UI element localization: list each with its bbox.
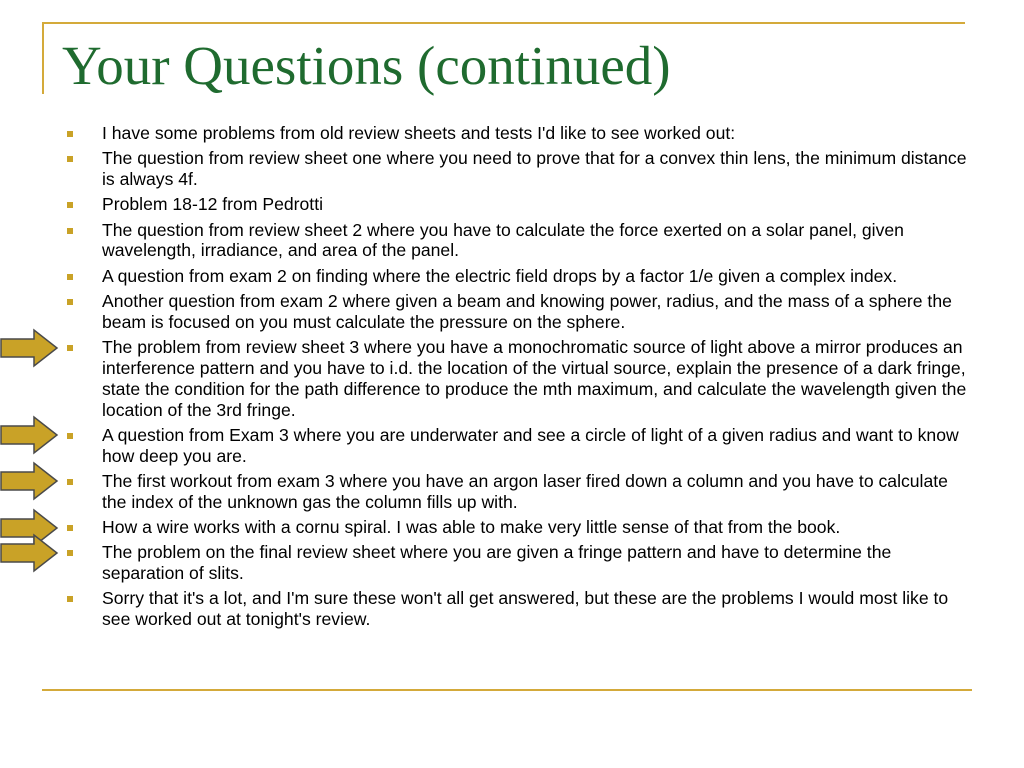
list-item	[0, 266, 972, 287]
list-item-text: The question from review sheet 2 where you have to calculate the force exerted on a solar panel, given wavelength, irradiance, and area of the panel.	[102, 219, 904, 261]
square-bullet-icon	[67, 299, 73, 305]
list-item-text: How a wire works with a cornu spiral. I was able to make very little sense of that from the book.	[102, 517, 841, 538]
list-item	[0, 588, 972, 630]
list-item-text: Sorry that it's a lot, and I'm sure these won't all get answered, but these are the problems I would most like to see worked out at tonight's review.	[102, 588, 949, 630]
list-item-text: The problem from review sheet 3 where you have a monochromatic source of light above a mirror produces an interference pattern and you have to i.d. the location of the virtual source, explain the presence of a dark fringe, state the condition for the path difference to produce the mth maximum, and calculate the wavelength given the location of the 3rd fringe.	[102, 337, 967, 420]
right-arrow-icon	[0, 461, 60, 501]
square-bullet-icon	[67, 131, 73, 137]
list-item-text: The question from review sheet one where you need to prove that for a convex thin lens, the minimum distance is always 4f.	[102, 148, 967, 190]
square-bullet-icon	[67, 156, 73, 162]
square-bullet-icon	[67, 433, 73, 439]
bottom-accent-line	[42, 689, 972, 691]
list-item-text: A question from Exam 3 where you are underwater and see a circle of light of a given radius and want to know how deep you are.	[102, 424, 959, 466]
list-item	[0, 337, 972, 420]
list-item-text: A question from exam 2 on finding where the electric field drops by a factor 1/e given a complex index.	[102, 265, 898, 286]
left-accent-line	[42, 22, 44, 94]
list-item	[0, 194, 972, 215]
square-bullet-icon	[67, 525, 73, 531]
list-item	[0, 148, 972, 190]
list-item	[0, 123, 972, 144]
list-item	[0, 291, 972, 333]
list-item-text: Problem 18-12 from Pedrotti	[102, 194, 323, 215]
question-list	[0, 123, 1024, 635]
right-arrow-icon	[0, 328, 60, 368]
list-item	[0, 220, 972, 262]
square-bullet-icon	[67, 274, 73, 280]
square-bullet-icon	[67, 479, 73, 485]
square-bullet-icon	[67, 202, 73, 208]
list-item-text: I have some problems from old review sheets and tests I'd like to see worked out:	[102, 123, 736, 143]
list-item	[0, 517, 972, 538]
list-item	[0, 471, 972, 513]
list-item-text: The first workout from exam 3 where you have an argon laser fired down a column and you have to calculate the index of the unknown gas the column fills up with.	[102, 470, 948, 512]
list-item	[0, 425, 972, 467]
square-bullet-icon	[67, 596, 73, 602]
list-item-text: Another question from exam 2 where given a beam and knowing power, radius, and the mass of a sphere the beam is focused on you must calculate the pressure on the sphere.	[102, 291, 952, 332]
slide-title: Your Questions (continued)	[62, 35, 671, 96]
square-bullet-icon	[67, 228, 73, 234]
square-bullet-icon	[67, 345, 73, 351]
top-accent-line	[42, 22, 965, 24]
square-bullet-icon	[67, 550, 73, 556]
right-arrow-icon	[0, 533, 60, 573]
list-item	[0, 542, 972, 584]
right-arrow-icon	[0, 415, 60, 455]
list-item-text: The problem on the final review sheet where you are given a fringe pattern and have to determine the separation of slits.	[102, 542, 892, 584]
